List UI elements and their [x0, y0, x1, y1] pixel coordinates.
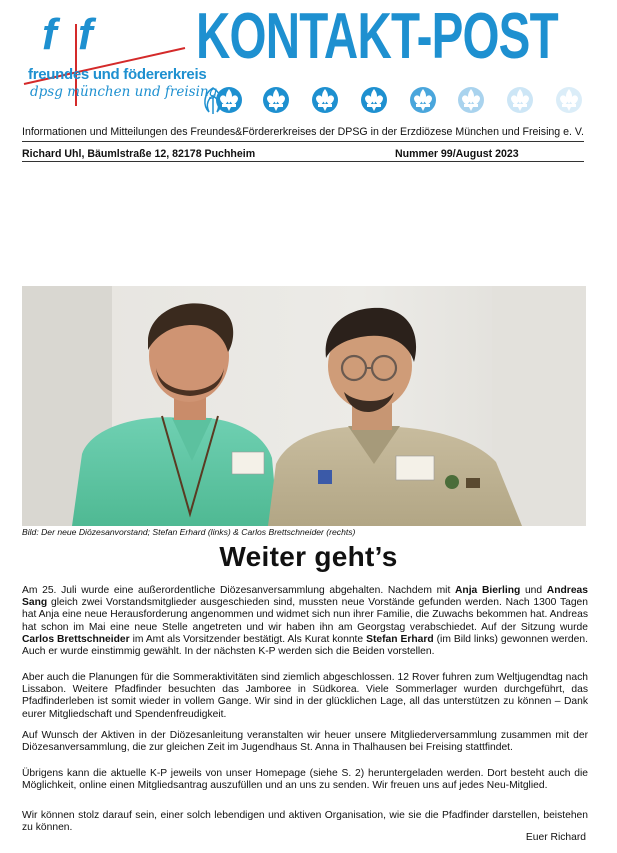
name-stefan-erhard: Stefan Erhard: [366, 633, 434, 645]
board-photo: [22, 286, 586, 526]
lily-icon-5: [410, 87, 436, 113]
article-headline: Weiter geht’s: [219, 541, 398, 572]
article-paragraph-3: Auf Wunsch der Aktiven in der Diözesanleitung veranstalten wir heuer unsere Mitgliederversammlung zusammen mit der Diözesanversammlung, die zur gleichen Zeit im Jugendhaus St. Anna in Thalhausen bei Freising stattfindet.: [22, 730, 588, 754]
scout-lily-row: [195, 84, 595, 116]
logo-text-line2: dpsg münchen und freising: [30, 84, 218, 100]
logo-letter-f2: f: [78, 10, 93, 59]
lily-icon-1: [216, 87, 242, 113]
divider-top: [22, 141, 584, 142]
article-paragraph-5: Wir können stolz darauf sein, einer solch lebendigen und aktiven Organisation, wie sie die Pfadfinder darstellen, beistehen zu können.: [22, 810, 588, 834]
divider-bottom: [22, 161, 584, 162]
photo-caption: Bild: Der neue Diözesanvorstand; Stefan Erhard (links) & Carlos Brettschneider (rechts): [22, 527, 356, 537]
masthead-title: KONTAKT-POST: [196, 0, 558, 73]
lily-icon-4: [361, 87, 387, 113]
name-anja-bierling: Anja Bierling: [454, 585, 521, 596]
lily-icon-2: [263, 87, 289, 113]
lily-icon-8: [556, 87, 582, 113]
masthead-subline: Informationen und Mitteilungen des Freundes&Fördererkreises der DPSG in der Erzdiözese München und Freising e. V.: [22, 126, 584, 138]
article-paragraph-1: Am 25. Juli wurde eine außerordentliche Diözesanversammlung abgehalten. Nachdem mit Anja Bierling und Andreas Sang gleich zwei Vorstandsmitglieder ausgeschieden sind, mussten neue Vorstände gefunden werden. Nach 1300 Tagen hat Anja eine neue Herausforderung angenommen und widmet sich nun ihrer Familie, die Zuwachs bekommen hat. Andreas hat schon im Mai eine neue Stelle angetreten und wir haben ihn am Georgstag verabschiedet. Auf der Sitzung wurde Carlos Brettschneider im Amt als Vorsitzender bestätigt. Als Kurat konnte Stefan Erhard (im Bild links) gewonnen werden. Auch er wurde einstimmig gewählt. In der nächsten K-P werden sich die Beiden vorstellen.: [22, 585, 588, 658]
lily-icon-7: [507, 87, 533, 113]
issue-number: Nummer 99/August 2023: [395, 148, 519, 160]
editor-address: Richard Uhl, Bäumlstraße 12, 82178 Puchheim: [22, 148, 256, 160]
lily-icon-6: [458, 87, 484, 113]
name-andreas-sang: Andreas Sang: [22, 585, 588, 609]
article-paragraph-2: Aber auch die Planungen für die Sommeraktivitäten sind ziemlich abgeschlossen. 12 Rover fuhren zum Weltjugendtag nach Lissabon. Weitere Pfadfinder besuchten das Jamboree in Südkorea. Viele Sommerlager wurden durchgeführt, das Pfadfinderleben ist somit wieder in vollem Gange. Wir sind in der glücklichen Lage, all das unterstützen zu können – Dank eurer Mitgliedschaft und Spendenfreudigkeit.: [22, 672, 588, 720]
lily-icon-3: [312, 87, 338, 113]
freundeskreis-logo: [20, 10, 218, 106]
name-carlos-brettschneider: Carlos Brettschneider: [22, 633, 130, 645]
logo-letter-f1: f: [42, 10, 57, 59]
signature: Euer Richard: [525, 832, 586, 843]
logo-text-line1: freundes und födererkreis: [28, 66, 207, 83]
article-paragraph-4: Übrigens kann die aktuelle K-P jeweils von unser Homepage (siehe S. 2) heruntergeladen werden. Dort besteht auch die Möglichkeit, online einen Mitgliedsantrag auszufüllen und an uns zu senden. Wir freuen uns auf jedes Neu-Mitglied.: [22, 768, 588, 792]
